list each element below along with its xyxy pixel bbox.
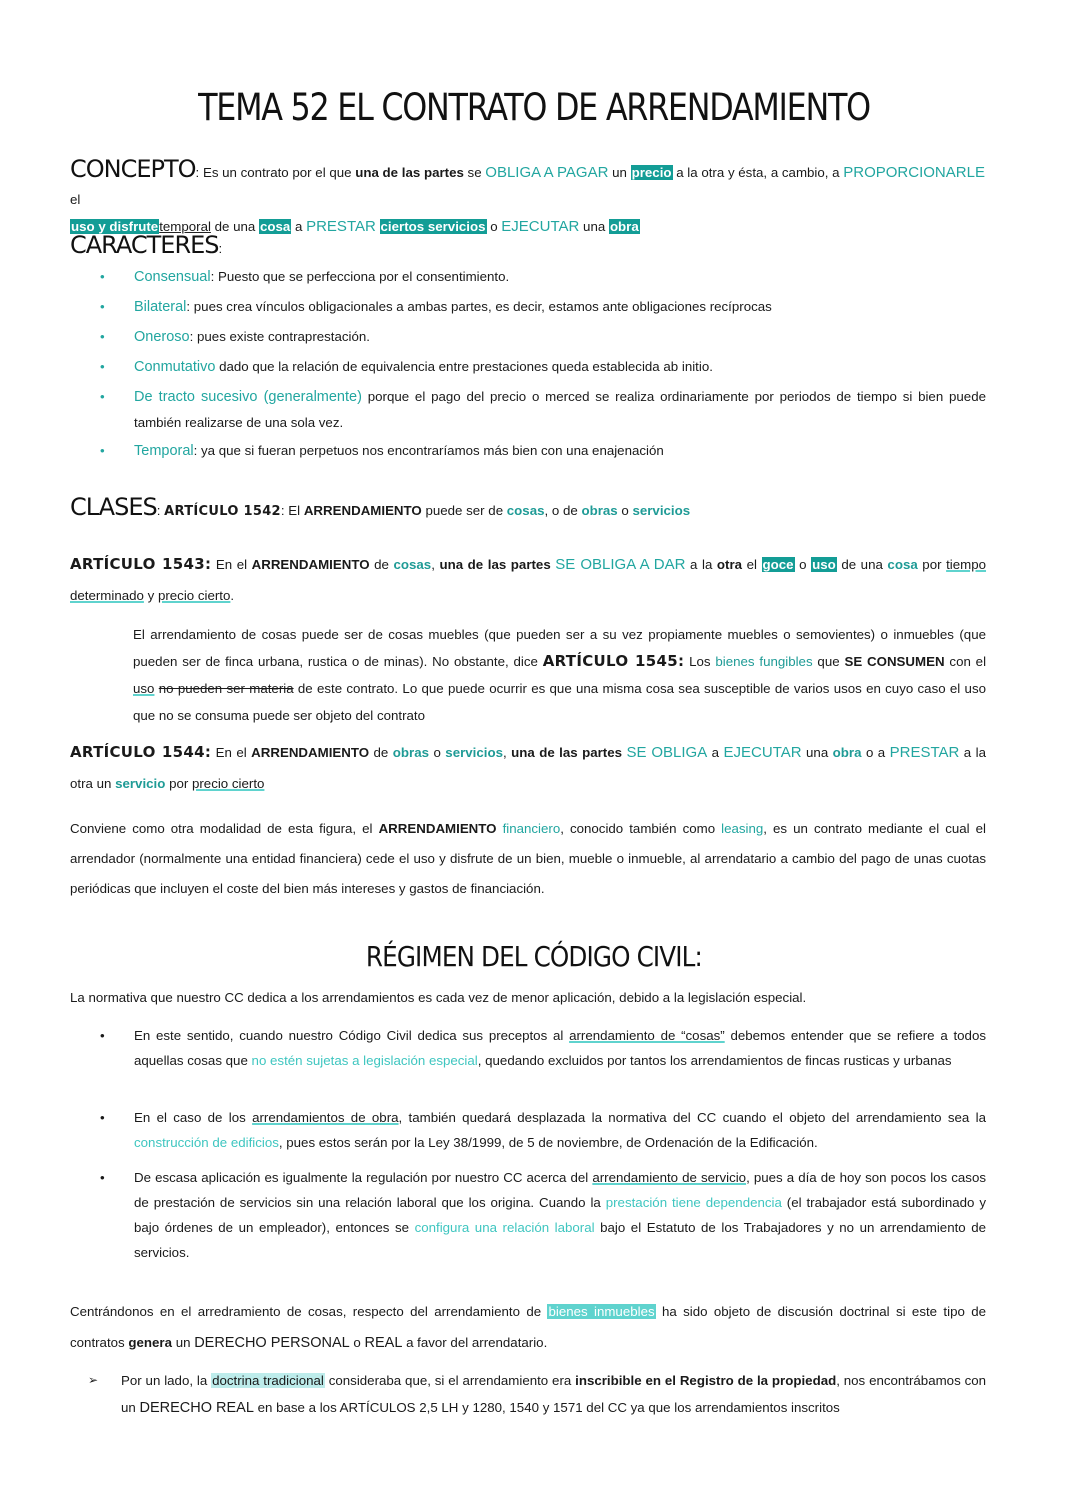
keyword: configura una relación laboral: [414, 1220, 595, 1235]
highlight: doctrina tradicional: [212, 1373, 324, 1388]
clases-heading: CLASES: [70, 493, 157, 521]
article-ref: ARTÍCULO 1544:: [70, 743, 212, 761]
text: , o de: [544, 503, 582, 518]
text: , pues a día de hoy son pocos los casos de prestación de servicios sin una relación laboral que los origina. Cuando la: [134, 1170, 986, 1210]
keyword: PRESTAR: [889, 744, 960, 761]
text: ,: [431, 557, 440, 572]
text: una: [579, 219, 609, 234]
text: inscribible en el Registro de la propiedad: [575, 1373, 837, 1388]
highlight: precio: [631, 165, 672, 180]
text: una de las partes: [439, 557, 551, 572]
concepto-heading: CONCEPTO: [70, 155, 196, 183]
text: Los: [684, 654, 716, 669]
text: a la otra y ésta, a cambio, a: [672, 165, 844, 180]
keyword: EJECUTAR: [501, 218, 580, 235]
keyword: prestación tiene dependencia: [605, 1195, 782, 1210]
text: o: [429, 745, 446, 760]
highlight: bienes inmuebles: [548, 1304, 655, 1319]
text: , pues estos serán por la Ley 38/1999, de 5 de noviembre, de Ordenación de la Edificación.: [278, 1135, 818, 1150]
term: Temporal: [134, 443, 194, 459]
text: ,: [502, 745, 512, 760]
keyword: obras: [392, 745, 429, 760]
bullet-icon: •: [100, 329, 105, 344]
text: .: [230, 588, 235, 603]
bullet-icon: •: [100, 389, 105, 404]
keyword: SE OBLIGA: [626, 744, 708, 761]
regimen-heading-row: [0, 940, 1068, 973]
clases-section: [70, 494, 986, 525]
text: El arrendamiento de cosas puede ser de cosas muebles (que pueden ser a su vez propiamente muebles o semovientes) o inmuebles (que pueden ser de finca urbana, rustica o de minas). No obstante, dice: [133, 627, 986, 669]
article-ref: ARTÍCULO 1545:: [542, 652, 685, 670]
text: DERECHO PERSONAL: [194, 1335, 350, 1351]
text: una de las partes: [511, 745, 622, 760]
text: bajo el Estatuto de los Trabajadores y no un arrendamiento de servicios.: [134, 1220, 987, 1260]
keyword: no estén sujetas a legislación especial: [251, 1053, 478, 1068]
text: De escasa aplicación es igualmente la regulación por nuestro CC acerca del: [134, 1170, 593, 1185]
text: o: [349, 1335, 365, 1350]
text: ARRENDAMIENTO: [303, 503, 422, 518]
text: con el: [944, 654, 987, 669]
text: el: [70, 192, 81, 207]
text: porque el pago del precio o merced se realiza ordinariamente por periodos de tiempo si bien puede también realizarse de una sola vez.: [134, 389, 986, 430]
keyword: OBLIGA A PAGAR: [485, 164, 609, 181]
text: : pues crea vínculos obligacionales a ambas partes, es decir, estamos ante obligaciones recíprocas: [186, 299, 772, 314]
term: De tracto sucesivo (generalmente): [134, 389, 362, 405]
keyword: PROPORCIONARLE: [843, 164, 985, 181]
text: Es un contrato por el que: [199, 165, 356, 180]
keyword: obras: [581, 503, 618, 518]
text: , conocido también como: [560, 821, 722, 836]
text: , es un contrato mediante el cual el arrendador (normalmente una entidad financiera) cede el uso y disfrute de un bien, mueble o inmueble, al arrendatario a cambio del pago de unas cuotas periódicas que incluyen el coste del bien más intereses y gastos de financiación.: [70, 821, 986, 896]
text: a: [291, 219, 307, 234]
text: En el: [211, 557, 252, 572]
term: Consensual: [134, 269, 211, 285]
colon: :: [195, 165, 200, 180]
text: de una: [836, 557, 888, 572]
text: En el caso de los: [134, 1110, 253, 1125]
highlight: ciertos servicios: [380, 219, 486, 234]
text: un: [608, 165, 631, 180]
list-item: [100, 1023, 986, 1105]
term: Oneroso: [134, 329, 190, 345]
text: otra: [716, 557, 743, 572]
text: : El: [280, 503, 304, 518]
text: En el: [211, 745, 252, 760]
text: REAL: [364, 1335, 403, 1351]
text: a la: [685, 557, 717, 572]
bullet-icon: •: [100, 443, 105, 458]
colon: :: [218, 241, 223, 256]
text: o: [486, 219, 502, 234]
text: a: [707, 745, 724, 760]
bullet-icon: •: [100, 359, 105, 374]
text: Conviene como otra modalidad de esta figura, el: [70, 821, 379, 836]
keyword: servicios: [445, 745, 503, 760]
text: (el trabajador está subordinado y bajo órdenes de un empleador), entonces se: [134, 1195, 986, 1235]
centrandonos-paragraph: [70, 1296, 986, 1359]
underlined-text: arrendamiento de “cosas”: [569, 1028, 725, 1043]
text: una de las partes: [355, 165, 464, 180]
underlined-text: arrendamiento de servicio: [592, 1170, 747, 1185]
caracteres-heading-row: [70, 232, 986, 262]
arrow-bullet-icon: ➢: [88, 1373, 99, 1387]
highlight: cosa: [259, 219, 291, 234]
text: el: [742, 557, 762, 572]
underlined-text: precio cierto: [157, 588, 231, 603]
text: : ya que si fueran perpetuos nos encontraríamos más bien con una enajenación: [193, 443, 664, 458]
list-item: [100, 1165, 986, 1275]
text: , nos encontrábamos con un: [121, 1373, 987, 1415]
text: de: [369, 745, 393, 760]
text: ARRENDAMIENTO: [251, 557, 370, 572]
list-item: [88, 1367, 986, 1422]
text: se: [463, 165, 486, 180]
keyword: EJECUTAR: [723, 744, 802, 761]
text: y: [143, 588, 158, 603]
text: o: [617, 503, 633, 518]
bullet-icon: •: [100, 269, 105, 284]
text: debemos entender que se refiere a todos aquellas cosas que: [134, 1028, 986, 1068]
highlight: uso: [812, 557, 836, 572]
keyword: obra: [832, 745, 862, 760]
caracteres-list: [100, 264, 986, 468]
article-ref: ARTÍCULO 1543:: [70, 555, 212, 573]
text: en base a los ARTÍCULOS 2,5 LH y 1280, 1540 y 1571 del CC ya que los arrendamientos inscritos: [253, 1400, 840, 1415]
keyword: SE OBLIGA A DAR: [555, 556, 686, 573]
keyword: cosas: [393, 557, 432, 572]
text: consideraba que, si el arrendamiento era: [324, 1373, 576, 1388]
text: a la otra un: [70, 745, 986, 791]
highlight: goce: [762, 557, 794, 572]
nota-articulo-1545: [133, 621, 986, 729]
keyword: cosas: [506, 503, 545, 518]
keyword: servicios: [632, 503, 691, 518]
list-item: [100, 354, 986, 384]
caracteres-heading: CARACTERES: [70, 231, 219, 259]
list-item: [100, 384, 986, 438]
concepto-section: [70, 156, 986, 240]
text: por: [917, 557, 947, 572]
colon: :: [156, 503, 165, 518]
text: puede ser de: [421, 503, 507, 518]
list-item: [100, 1105, 986, 1165]
text: genera: [128, 1335, 172, 1350]
text: que: [812, 654, 845, 669]
articulo-1543: [70, 549, 986, 611]
regimen-intro: La normativa que nuestro CC dedica a los arrendamientos es cada vez de menor aplicación, debido a la legislación especial.: [70, 990, 807, 1005]
text: o a: [861, 745, 890, 760]
list-item: [100, 264, 986, 294]
articulo-1544: [70, 737, 986, 799]
term: Conmutativo: [134, 359, 216, 375]
text: ARRENDAMIENTO: [251, 745, 370, 760]
underlined-text: arrendamientos de obra: [252, 1110, 399, 1125]
keyword: leasing: [721, 821, 764, 836]
page-title: TEMA 52 EL CONTRATO DE ARRENDAMIENTO: [198, 86, 870, 129]
bullet-icon: •: [100, 299, 105, 314]
text: dado que la relación de equivalencia entre prestaciones queda establecida ab initio.: [215, 359, 713, 374]
doctrina-list: [88, 1367, 986, 1422]
keyword: servicio: [115, 776, 166, 791]
text: por: [165, 776, 192, 791]
struck-text: no pueden ser materia: [158, 681, 294, 696]
text: a favor del arrendatario.: [402, 1335, 548, 1350]
text: de este contrato. Lo que puede ocurrir es que una misma cosa sea susceptible de varios usos en cuyo caso el uso que no se consuma puede ser objeto del contrato: [133, 681, 986, 723]
arrendamiento-financiero: [70, 814, 986, 904]
text: de: [369, 557, 394, 572]
keyword: cosa: [887, 557, 918, 572]
keyword: bienes fungibles: [715, 654, 813, 669]
keyword: construcción de edificios: [134, 1135, 279, 1150]
keyword: financiero: [502, 821, 561, 836]
highlight: uso y disfrute: [71, 219, 159, 234]
text: Centrándonos en el arredramiento de cosas, respecto del arrendamiento de: [70, 1304, 548, 1319]
text: o: [794, 557, 812, 572]
term: Bilateral: [134, 299, 187, 315]
bullet-icon: •: [100, 1170, 105, 1185]
text: , también quedará desplazada la normativa del CC cuando el objeto del arrendamiento sea la: [398, 1110, 986, 1125]
underlined-text: precio cierto: [191, 776, 265, 791]
regimen-heading: RÉGIMEN DEL CÓDIGO CIVIL:: [365, 940, 703, 973]
highlight: obra: [609, 219, 639, 234]
keyword: PRESTAR: [306, 218, 376, 235]
text: SE CONSUMEN: [844, 654, 945, 669]
text: ha sido objeto de discusión doctrinal si este tipo de contratos: [70, 1304, 986, 1350]
text: DERECHO REAL: [139, 1400, 254, 1416]
underlined-text: tiempo determinado: [70, 557, 987, 603]
text: una: [801, 745, 833, 760]
text: Por un lado, la: [121, 1373, 212, 1388]
text: ARRENDAMIENTO: [378, 821, 497, 836]
underlined-text: uso: [133, 681, 155, 696]
text: un: [172, 1335, 195, 1350]
text: : Puesto que se perfecciona por el consentimiento.: [210, 269, 510, 284]
underlined-text: temporal: [159, 219, 211, 234]
article-ref: ARTÍCULO 1542: [164, 504, 281, 519]
list-item: [100, 324, 986, 354]
list-item: [100, 438, 986, 468]
text: En este sentido, cuando nuestro Código Civil dedica sus preceptos al: [134, 1028, 570, 1043]
bullet-icon: •: [100, 1028, 105, 1043]
list-item: [100, 294, 986, 324]
text: de una: [210, 219, 259, 234]
text: : pues existe contraprestación.: [189, 329, 370, 344]
regimen-list: [100, 1023, 986, 1275]
bullet-icon: •: [100, 1110, 105, 1125]
text: , quedando excluidos por tantos los arrendamientos de fincas rusticas y urbanas: [477, 1053, 952, 1068]
